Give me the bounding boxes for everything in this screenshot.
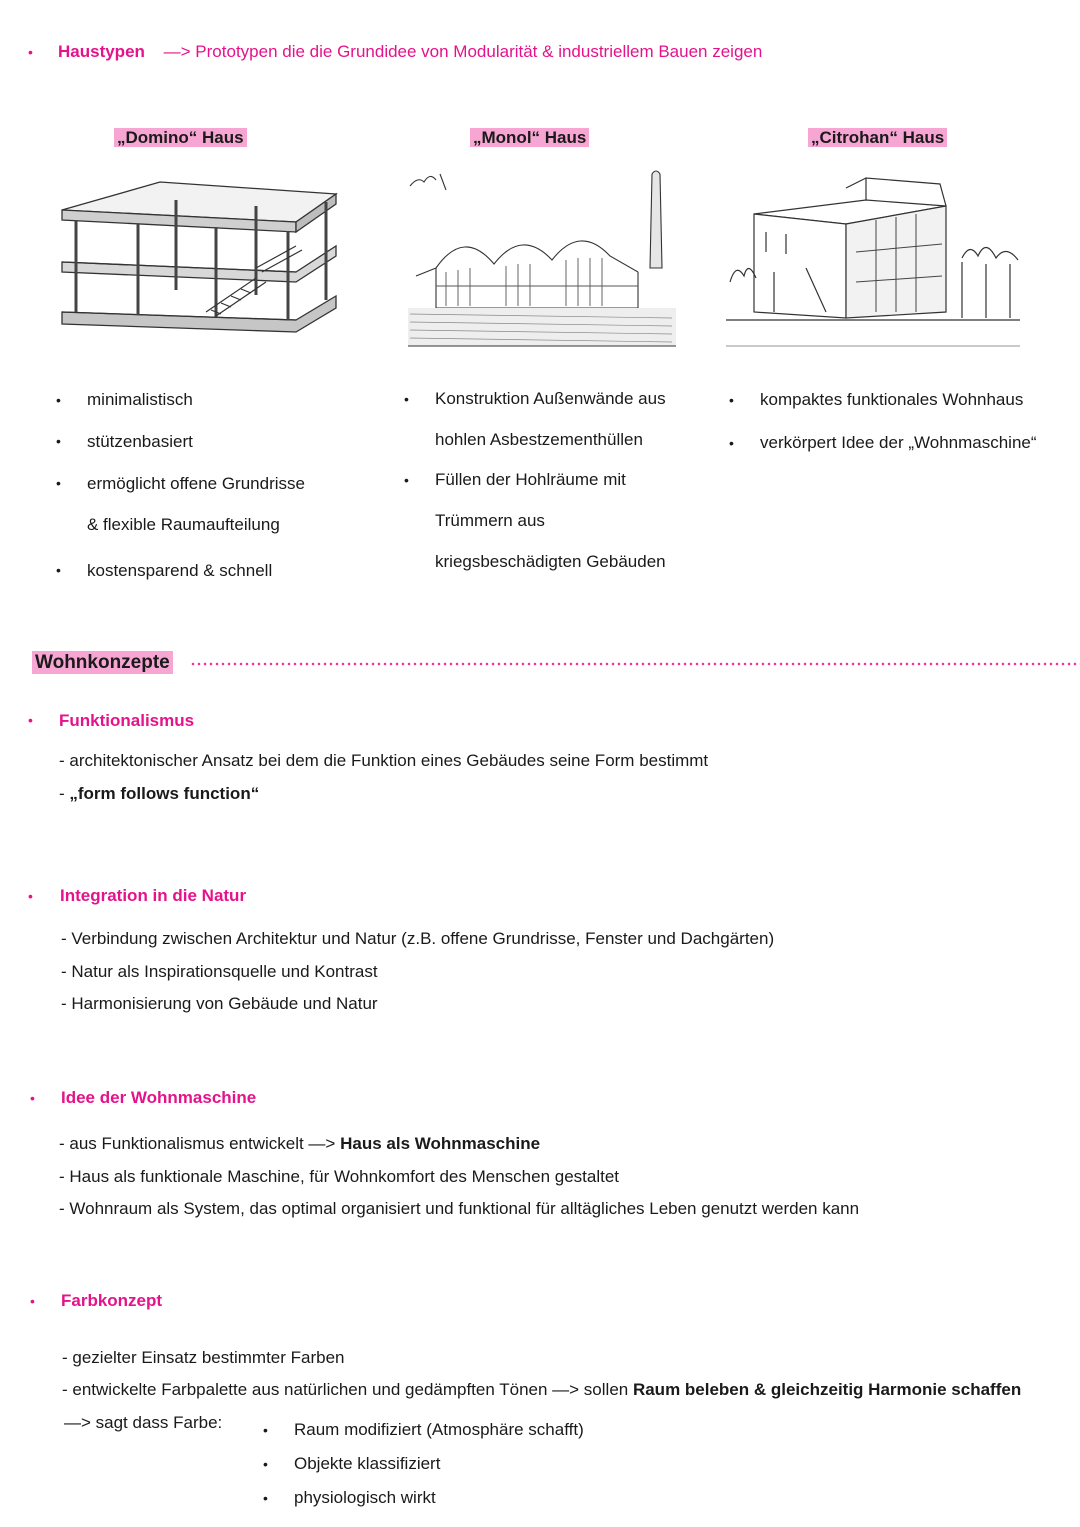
monol-title: „Monol“ Haus [470, 128, 589, 148]
dotted-divider [190, 662, 1080, 666]
domino-bullet: ermöglicht offene Grundrisse [87, 474, 305, 493]
farbkonzept-line: —> sagt dass Farbe: [64, 1413, 223, 1432]
natur-line: - Natur als Inspirationsquelle und Kontrast [61, 962, 378, 981]
form-follows-function: „form follows function“ [69, 784, 260, 803]
bullet-icon: • [56, 433, 61, 449]
wohnmaschine-line: - Haus als funktionale Maschine, für Wohnkomfort des Menschen gestaltet [59, 1167, 620, 1186]
natur-title: Integration in die Natur [60, 886, 247, 905]
domino-title: „Domino“ Haus [114, 128, 247, 148]
bullet-icon: • [28, 888, 33, 904]
farbe-effect: physiologisch wirkt [294, 1488, 436, 1507]
funktionalismus-title: Funktionalismus [59, 711, 195, 730]
domino-bullet-continuation: & flexible Raumaufteilung [87, 515, 280, 534]
citrohan-bullet: verkörpert Idee der „Wohnmaschine“ [760, 433, 1037, 452]
bullet-icon: • [28, 712, 33, 728]
bullet-icon: • [30, 1293, 35, 1309]
wohnmaschine-title: Idee der Wohnmaschine [61, 1088, 257, 1107]
monol-bullet: Konstruktion Außenwände aus [435, 389, 666, 408]
citrohan-house-drawing [726, 172, 1022, 348]
domino-bullet: minimalistisch [87, 390, 193, 409]
monol-bullet-continuation: hohlen Asbestzementhüllen [435, 430, 643, 449]
monol-bullet-continuation: kriegsbeschädigten Gebäuden [435, 552, 666, 571]
bullet-icon: • [56, 562, 61, 578]
farbe-effect: Objekte klassifiziert [294, 1454, 441, 1473]
wohnmaschine-line: - aus Funktionalismus entwickelt —> Haus als Wohnmaschine [59, 1134, 541, 1153]
bullet-icon: • [263, 1422, 268, 1438]
farbkonzept-line: - entwickelte Farbpalette aus natürlichen und gedämpften Tönen —> sollen Raum beleben & gleichzeitig Harmonie schaffen [62, 1380, 1022, 1399]
domino-bullet: kostensparend & schnell [87, 561, 273, 580]
bullet-icon: • [30, 1090, 35, 1106]
farbkonzept-title: Farbkonzept [61, 1291, 163, 1310]
citrohan-bullet: kompaktes funktionales Wohnhaus [760, 390, 1024, 409]
bullet-icon: • [263, 1456, 268, 1472]
farbkonzept-line: - gezielter Einsatz bestimmter Farben [62, 1348, 345, 1367]
haustypen-subtitle: —> Prototypen die die Grundidee von Modularität & industriellem Bauen zeigen [163, 42, 763, 61]
citrohan-title: „Citrohan“ Haus [808, 128, 947, 148]
monol-house-drawing [406, 168, 678, 348]
bullet-icon: • [56, 475, 61, 491]
wohnmaschine-line: - Wohnraum als System, das optimal organisiert und funktional für alltägliches Leben genutzt werden kann [59, 1199, 860, 1218]
farbe-effect: Raum modifiziert (Atmosphäre schafft) [294, 1420, 584, 1439]
bullet-icon: • [729, 392, 734, 408]
domino-bullet: stützenbasiert [87, 432, 193, 451]
bullet-icon: • [28, 44, 33, 60]
haustypen-header [58, 42, 762, 62]
bullet-icon: • [404, 391, 409, 407]
natur-line: - Harmonisierung von Gebäude und Natur [61, 994, 378, 1013]
natur-line: - Verbindung zwischen Architektur und Natur (z.B. offene Grundrisse, Fenster und Dachgärten) [61, 929, 775, 948]
bullet-icon: • [404, 472, 409, 488]
monol-bullet-continuation: Trümmern aus [435, 511, 545, 530]
bullet-icon: • [729, 435, 734, 451]
bullet-icon: • [56, 392, 61, 408]
funktionalismus-quote-line: - „form follows function“ [59, 784, 260, 803]
wohnkonzepte-heading: Wohnkonzepte [32, 652, 173, 674]
domino-house-drawing [56, 170, 342, 342]
monol-bullet: Füllen der Hohlräume mit [435, 470, 626, 489]
bullet-icon: • [263, 1490, 268, 1506]
funktionalismus-line: - architektonischer Ansatz bei dem die Funktion eines Gebäudes seine Form bestimmt [59, 751, 709, 770]
haustypen-heading: Haustypen [58, 42, 145, 61]
